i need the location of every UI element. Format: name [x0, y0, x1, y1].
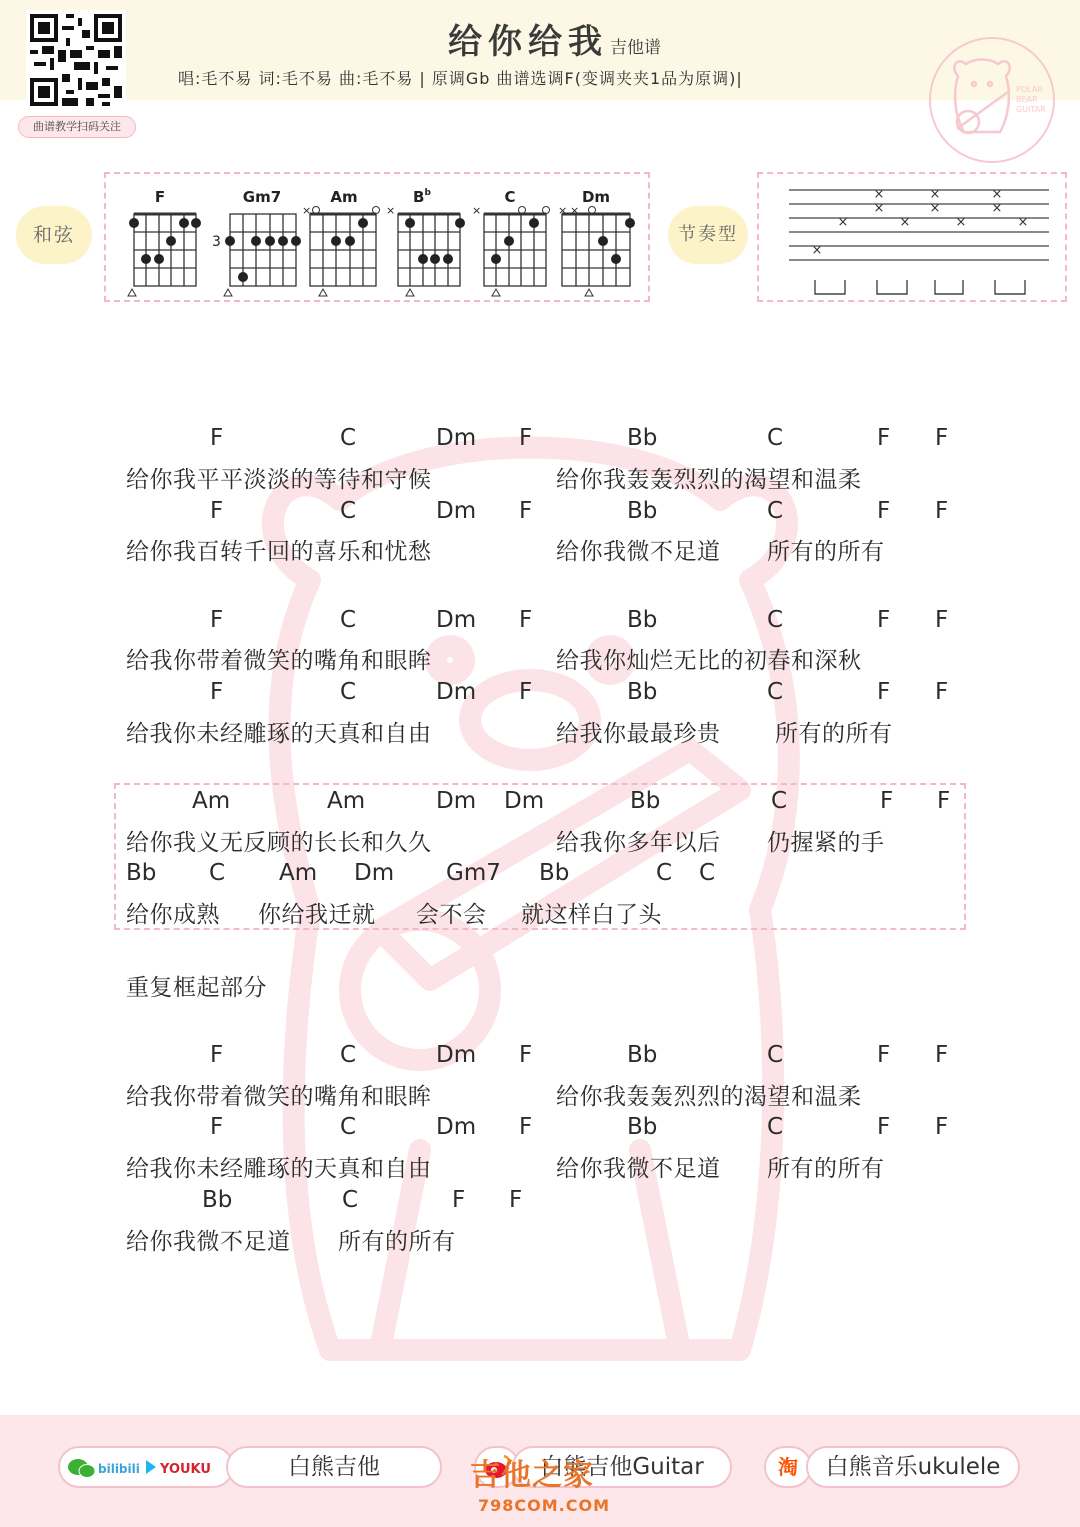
- chord-symbol: Bb: [627, 498, 658, 524]
- repeat-note: 重复框起部分: [126, 975, 267, 1001]
- chord-symbol: F: [935, 425, 949, 451]
- chord-symbol: Bb: [627, 425, 658, 451]
- chord-symbol: Bb: [627, 679, 658, 705]
- chord-name-dm: Dm: [581, 188, 611, 206]
- lyric-line: 给我你未经雕琢的天真和自由: [126, 1156, 432, 1182]
- chord-symbol: C: [767, 498, 784, 524]
- chord-symbol: F: [935, 1114, 949, 1140]
- svg-text:×: ×: [472, 204, 482, 217]
- taobao-account-name[interactable]: 白熊音乐ukulele: [806, 1446, 1020, 1488]
- chord-symbol: Am: [327, 788, 366, 814]
- svg-text:×: ×: [991, 187, 1003, 202]
- lyric-line: 仍握紧的手: [767, 830, 885, 856]
- svg-text:×: ×: [811, 243, 823, 258]
- chord-symbol: Bb: [627, 1042, 658, 1068]
- bilibili-icon: bilibili: [98, 1462, 140, 1476]
- chord-name-bb-flat: b: [424, 188, 431, 198]
- chord-symbol: C: [340, 425, 357, 451]
- chord-symbol: C: [209, 860, 226, 886]
- chord-symbol: C: [340, 679, 357, 705]
- chord-symbol: C: [771, 788, 788, 814]
- chord-symbol: Bb: [202, 1187, 233, 1213]
- lyric-line: 所有的所有: [338, 1229, 456, 1255]
- chord-symbol: F: [935, 607, 949, 633]
- chord-label: 和弦: [16, 206, 92, 264]
- qr-code[interactable]: [26, 10, 126, 110]
- taobao-icon[interactable]: [764, 1446, 812, 1488]
- chord-symbol: F: [519, 425, 533, 451]
- video-platforms-badge[interactable]: [58, 1446, 234, 1488]
- lyric-line: 给你成熟: [126, 902, 220, 928]
- chord-symbol: F: [519, 1042, 533, 1068]
- chord-diagram-bb: [386, 188, 465, 296]
- chord-symbol: Dm: [436, 425, 477, 451]
- lyric-line: 给我你多年以后: [556, 830, 721, 856]
- chord-symbol: C: [767, 425, 784, 451]
- lyric-line: 给我你带着微笑的嘴角和眼眸: [126, 1084, 432, 1110]
- chord-symbol: Gm7: [446, 860, 501, 886]
- rhythm-tab: [759, 174, 1065, 300]
- lyric-line: 所有的所有: [775, 721, 893, 747]
- chord-symbol: C: [767, 679, 784, 705]
- chord-symbol: Dm: [436, 788, 477, 814]
- chord-symbol: Dm: [436, 498, 477, 524]
- chord-symbol: F: [210, 1114, 224, 1140]
- lyric-line: 所有的所有: [767, 1156, 885, 1182]
- chord-symbol: C: [340, 607, 357, 633]
- chord-symbol: C: [767, 1042, 784, 1068]
- lyric-line: 给我你最最珍贵: [556, 721, 721, 747]
- song-title-row: [448, 14, 661, 63]
- chord-name-bb: B: [413, 188, 425, 206]
- chord-symbol: C: [340, 1114, 357, 1140]
- chord-diagram-gm7: [212, 188, 301, 296]
- lyric-line: 给你我微不足道: [126, 1229, 291, 1255]
- chord-symbol: F: [877, 1114, 891, 1140]
- chord-symbol: F: [877, 425, 891, 451]
- chord-symbol: F: [452, 1187, 466, 1213]
- chord-symbol: F: [210, 679, 224, 705]
- svg-text:×: ×: [899, 215, 911, 230]
- lyric-line: 就这样白了头: [521, 902, 662, 928]
- chord-symbol: Dm: [504, 788, 545, 814]
- svg-text:×: ×: [386, 204, 396, 217]
- chord-symbol: F: [210, 607, 224, 633]
- lyric-line: 所有的所有: [767, 539, 885, 565]
- svg-text:×: ×: [837, 215, 849, 230]
- chord-symbol: F: [937, 788, 951, 814]
- chord-symbol: F: [519, 1114, 533, 1140]
- video-platform-icons: [60, 1448, 232, 1486]
- site-watermark: 吉他之家: [470, 1458, 594, 1493]
- rhythm-pattern-panel: [757, 172, 1067, 302]
- chord-symbol: Dm: [436, 1114, 477, 1140]
- video-account-name[interactable]: 白熊吉他: [226, 1446, 442, 1488]
- lyric-line: 给我你未经雕琢的天真和自由: [126, 721, 432, 747]
- chord-symbol: F: [877, 607, 891, 633]
- lyric-line: 给你我微不足道: [556, 539, 721, 565]
- lyric-line: 给你我义无反顾的长长和久久: [126, 830, 432, 856]
- chord-symbol: C: [340, 1042, 357, 1068]
- song-title: 给你给我: [448, 22, 608, 62]
- chord-symbol: Dm: [354, 860, 395, 886]
- svg-text:Bb: [413, 188, 431, 206]
- weibo-account-name[interactable]: 白熊吉他Guitar: [512, 1446, 732, 1488]
- rhythm-label: 节奏型: [668, 206, 748, 264]
- chord-symbol: F: [935, 679, 949, 705]
- title-suffix: 吉他谱: [610, 38, 661, 58]
- chord-symbol: Am: [192, 788, 231, 814]
- logo-text-polar: POLAR: [1016, 85, 1043, 94]
- svg-text:×: ×: [1017, 215, 1029, 230]
- chord-symbol: F: [935, 498, 949, 524]
- lyric-line: 给你我微不足道: [556, 1156, 721, 1182]
- youku-icon: [146, 1460, 211, 1477]
- chord-symbol: Bb: [627, 1114, 658, 1140]
- chord-diagram-f: [128, 188, 201, 296]
- svg-text:×: ×: [929, 201, 941, 216]
- lyric-line: 会不会: [416, 902, 487, 928]
- chord-symbol: Bb: [627, 607, 658, 633]
- chord-symbol: F: [519, 607, 533, 633]
- chord-diagram-dm: [558, 188, 635, 296]
- chord-name-f: F: [154, 188, 166, 206]
- chord-symbol: F: [877, 679, 891, 705]
- song-meta: 唱:毛不易 词:毛不易 曲:毛不易 | 原调Gb 曲谱选调F(变调夹夹1品为原调)|: [178, 69, 743, 88]
- chord-symbol: Dm: [436, 1042, 477, 1068]
- chord-symbol: F: [519, 498, 533, 524]
- chord-symbol: F: [210, 425, 224, 451]
- qr-caption: 曲谱教学扫码关注: [18, 116, 136, 138]
- lyric-line: 给你我平平淡淡的等待和守候: [126, 467, 432, 493]
- chord-diagram-c: [472, 188, 550, 296]
- lyric-line: 给我你灿烂无比的初春和深秋: [556, 648, 862, 674]
- chord-symbol: C: [342, 1187, 359, 1213]
- chord-symbol: C: [340, 498, 357, 524]
- chord-symbol: Bb: [126, 860, 157, 886]
- chord-symbol: F: [509, 1187, 523, 1213]
- wechat-icon: [68, 1459, 95, 1478]
- svg-text:×: ×: [991, 201, 1003, 216]
- logo-text-bear: BEAR: [1016, 95, 1038, 104]
- chord-symbol: F: [935, 1042, 949, 1068]
- chord-name-am: Am: [330, 188, 358, 206]
- svg-text:×: ×: [570, 204, 580, 217]
- chord-symbol: F: [877, 1042, 891, 1068]
- chord-symbol: F: [519, 679, 533, 705]
- chord-symbol: F: [210, 1042, 224, 1068]
- lyric-line: 给我你带着微笑的嘴角和眼眸: [126, 648, 432, 674]
- lyric-line: 给你我轰轰烈烈的渴望和温柔: [556, 467, 862, 493]
- chord-symbol: Bb: [539, 860, 570, 886]
- chord-diagrams: [106, 174, 652, 304]
- site-watermark-url: 798COM.COM: [478, 1496, 611, 1515]
- svg-text:×: ×: [929, 187, 941, 202]
- svg-text:×: ×: [955, 215, 967, 230]
- chord-symbol: Dm: [436, 607, 477, 633]
- chord-symbol: Bb: [630, 788, 661, 814]
- lyric-line: 给你我百转千回的喜乐和忧愁: [126, 539, 432, 565]
- chord-symbol: C: [699, 860, 716, 886]
- svg-text:×: ×: [302, 204, 312, 217]
- svg-text:×: ×: [558, 204, 568, 217]
- chord-symbol: F: [877, 498, 891, 524]
- lyric-line: 你给我迁就: [258, 902, 376, 928]
- gm7-fret-number: 3: [212, 234, 221, 250]
- svg-text:×: ×: [873, 201, 885, 216]
- chord-symbol: Am: [279, 860, 318, 886]
- chord-diagram-am: [302, 188, 380, 296]
- chord-symbol: F: [210, 498, 224, 524]
- taobao-icon-glyph: 淘: [778, 1455, 798, 1479]
- chord-symbol: C: [767, 607, 784, 633]
- chord-symbol: C: [656, 860, 673, 886]
- chord-name-gm7: Gm7: [242, 188, 282, 206]
- polar-bear-guitar-logo: [928, 36, 1056, 164]
- chord-symbol: Dm: [436, 679, 477, 705]
- svg-text:YOUKU: YOUKU: [160, 1462, 211, 1477]
- chord-name-c: C: [504, 188, 516, 206]
- logo-text-guitar: GUITAR: [1016, 105, 1046, 114]
- chord-symbol: C: [767, 1114, 784, 1140]
- chord-diagram-panel: [104, 172, 650, 302]
- svg-text:×: ×: [873, 187, 885, 202]
- lyric-line: 给你我轰轰烈烈的渴望和温柔: [556, 1084, 862, 1110]
- chord-symbol: F: [880, 788, 894, 814]
